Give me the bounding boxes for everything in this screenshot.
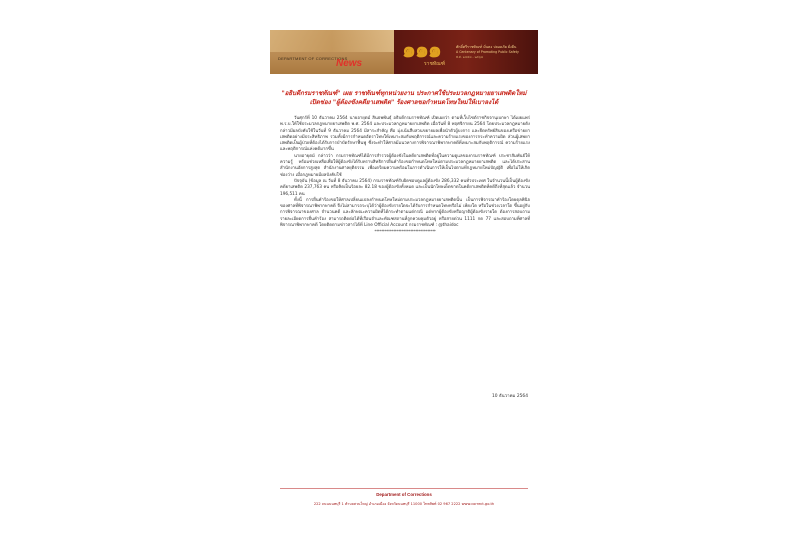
anniversary-logo: ๑๑๑ [402, 37, 441, 63]
paragraph: ปัจจุบัน (ข้อมูล ณ วันที่ 8 ธันวาคม 2564) กรมราชทัณฑ์รับผิดชอบดูแลผู้ต้องขัง 286,332 คนทั่วประเทศ ในจำนวนนี้เป็นผู้ต้องขังคดียาเสพติด 237,763 คน หรือคิดเป็นร้อยละ 82.18 ของผู้ต้องขังทั้งหมด และเป็นนักโทษเด็ดขาดในคดียาเสพติดที่คดีถึงที่สุดแล้ว จำนวน 196,511 คน [280, 178, 530, 197]
anniversary-banner [394, 30, 538, 74]
tagline-years: พ.ศ. ๒๔๕๘ - ๒๕๖๘ [456, 55, 484, 59]
paragraph: ทั้งนี้ การยื่นคำร้องขอให้ศาลเปลี่ยนแปลงกำหนดโทษใหม่ตามประมวลกฎหมายยาเสพติดนั้น เป็นการพิจารณาคำร้องโดยดุลพินิจของศาลที่พิจารณาพิพากษาคดี จึงไม่สามารถระบุได้ว่าผู้ต้องขังรายใดจะได้รับการกำหนดโทษหรือไม่ เพียงใด หรือในช่วงเวลาใด ขึ้นอยู่กับการพิจารณาของศาล จำนวนคดี และลักษณะความผิดที่ได้กระทำตามแต่กรณี แต่หากผู้ต้องขังหรือญาติผู้ต้องขังรายใด ต้องการสอบถามรายละเอียดการยื่นคำร้อง สามารถติดต่อได้ที่เรือนจำและทัณฑสถานที่ถูกควบคุมตัวอยู่ หรือสายด่วน 1111 กด 77 และสอบถามที่ศาลที่พิจารณาพิพากษาคดี โดยติดตามข่าวสารได้ที่ Line Official Account กรมราชทัณฑ์ : @thaidoc [280, 197, 530, 229]
tagline-thai: ศักดิ์ศรีราชทัณฑ์ มั่นคง ปลอดภัย ยั่งยืน [456, 45, 517, 49]
paragraph: วันศุกร์ที่ 10 ธันวาคม 2564 นายอายุตม์ สินธพพันธุ์ อธิบดีกรมราชทัณฑ์ เปิดเผยว่า ตามที่เว็บไซต์ราชกิจจานุเบกษา ได้เผยแพร่ พ.ร.บ.ให้ใช้ประมวลกฎหมายยาเสพติด พ.ศ. 2564 และประมวลกฎหมายยาเสพติด เมื่อวันที่ 8 พฤศจิกายน 2564 โดยประมวลกฎหมายดังกล่าวมีผลบังคับใช้ในวันที่ 9 ธันวาคม 2564 มีสาระสำคัญ คือ มุ่งเน้นสืบสวนขยายผลเพื่อนำตัวผู้บงการ และยึดทรัพย์สินของเครือข่ายยาเสพติดอย่างมีประสิทธิภาพ รวมทั้งมีการกำหนดอัตราโทษให้เหมาะสมกับพฤติการณ์และความร้ายแรงของการกระทำความผิด ส่วนผู้เสพยาเสพติดเป็นผู้ป่วยที่ต้องได้รับการบำบัดรักษาฟื้นฟู ซึ่งจะทำให้ศาลมีแนวทางการพิจารณาพิพากษาคดีที่เหมาะสมกับพฤติการณ์ ความร้ายแรง และพฤติการณ์แห่งคดีมากขึ้น [280, 116, 530, 153]
banner-photo [270, 30, 394, 52]
tagline-english: A Centenary of Promoting Public Safety [456, 50, 519, 54]
dept-label: DEPARTMENT OF CORRECTIONS [278, 56, 348, 61]
news-banner [270, 30, 394, 74]
headline-line-1: "อธิบดีกรมราชทัณฑ์" เผย ราชทัณฑ์ทุกหน่วยงาน ประกาศใช้ประมวลกฎหมายยาเสพติดใหม่ [281, 90, 527, 97]
press-release-page [270, 30, 538, 526]
anniversary-sub: ราชทัณฑ์ [424, 61, 445, 67]
footer-divider [280, 488, 528, 489]
headline-line-2: เปิดช่อง "ผู้ต้องขังคดียาเสพติด" ร้องศาลขอกำหนดโทษใหม่ให้เบาลงได้ [309, 98, 499, 106]
news-label: News [336, 58, 363, 69]
headline [278, 90, 530, 107]
footer-title: Department of Corrections [376, 492, 432, 497]
header-banner [270, 30, 538, 74]
footer-address: 222 ถนนนนทบุรี 1 ตำบลสวนใหญ่ อำเภอเมือง จังหวัดนนทบุรี 11000 โทรศัพท์ 02 967 2222 www.correct.go.th [313, 502, 495, 506]
article-body [280, 116, 530, 236]
separator-stars: ************************************ [374, 229, 436, 235]
paragraph: นายอายุตม์ กล่าวว่า กรมราชทัณฑ์ได้มีการสำรวจผู้ต้องขังในคดียาเสพติดที่อยู่ในความดูแลของกรมราชทัณฑ์ ประชาสัมพันธ์ให้ความรู้ พร้อมช่วยเหลือเพื่อให้ผู้ต้องขังได้รับทราบสิทธิการยื่นคำร้องขอกำหนดโทษใหม่ตามประมวลกฎหมายยาเสพติด และได้ประสานสำนักงานอัยการสูงสุด สำนักงานศาลยุติธรรม เพื่อเตรียมความพร้อมในการดำเนินการให้เป็นไปตามที่กฎหมายใหม่บัญญัติ เพื่อไม่ให้เกิดช่องว่าง เมื่อกฎหมายมีผลบังคับใช้ [280, 153, 530, 178]
release-date: 10 ธันวาคม 2564 [492, 394, 528, 399]
